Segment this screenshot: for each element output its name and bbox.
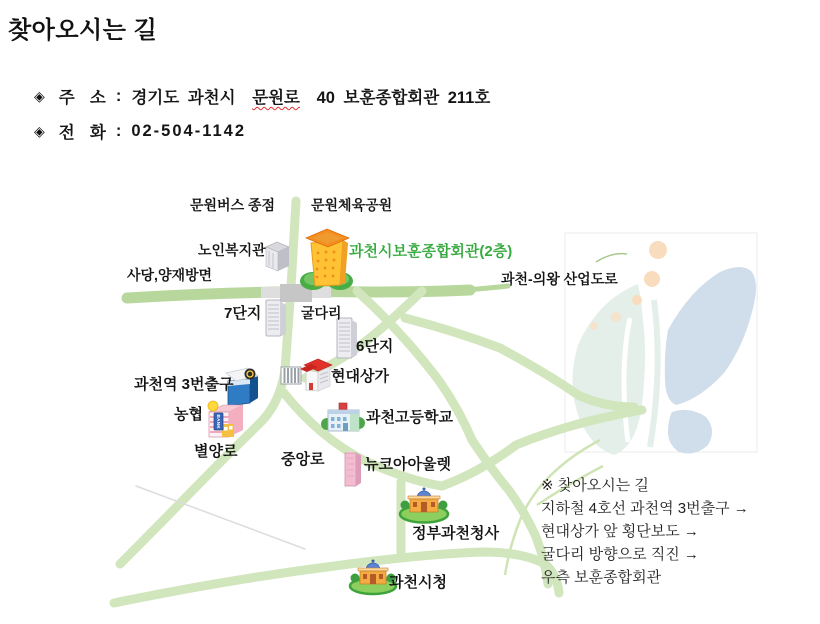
map-label-city-hall: 과천시청 [389,574,447,591]
map-label-guldari: 굴다리 [301,305,342,321]
map-label-munwon-bus-terminal: 문원버스 종점 [190,197,276,213]
government-complex-icon [400,488,448,523]
map-label-industrial-road: 과천-의왕 산업도로 [501,271,618,287]
senior-welfare-center-icon [266,242,289,271]
map-label-newcore-outlet: 뉴코아아울렛 [364,456,451,473]
map-label-station-exit3: 과천역 3번출구 [134,376,234,393]
diamond-bullet-icon: ◈ [34,87,45,104]
directions-title: ※ 찾아오시는 길 [541,477,649,494]
map-label-gov-complex: 정부과천청사 [412,525,499,542]
map-label-nonghyup: 농협 [174,406,203,423]
map-label-highschool: 과천고등학교 [366,409,453,426]
phone-label: 전 화 [58,124,108,142]
directions-note [541,474,749,589]
map-label-senior-welfare-center: 노인복지관 [198,242,266,258]
crosswalk-icon [281,367,301,384]
map-label-byeolyang-ro: 별양로 [194,443,238,460]
apartment-6danji-icon [337,318,357,358]
phone-value: 02-504-1142 [131,121,246,140]
nonghyup-bank-icon [208,401,243,437]
highschool-building-icon [321,403,365,431]
newcore-outlet-building-icon [345,451,361,486]
map-label-munwon-sports-park: 문원체육공원 [311,197,393,213]
bank-sign-text: BANK [216,414,221,429]
address-colon: : [115,86,122,105]
directions-step-3: 굴다리 방향으로 직진 → [541,546,699,563]
map-label-hyundai-sangga: 현대상가 [331,368,389,385]
page-title: 찾아오시는 길 [8,17,158,44]
veterans-hall-building-icon [300,229,353,290]
map-label-veterans-hall: 과천시보훈종합회관(2층) [349,243,513,260]
diamond-bullet-icon: ◈ [34,122,45,139]
directions-step-2: 현대상가 앞 횡단보도 → [541,523,699,540]
directions-step-1: 지하철 4호선 과천역 3번출구 → [541,500,749,517]
address-part-post: 40 보훈종합회관 211호 [316,89,491,107]
apartment-7danji-icon [266,300,286,336]
address-part-road: 문원로 [252,89,300,107]
map-label-6danji: 6단지 [356,338,394,355]
phone-colon: : [115,121,122,140]
map-label-7danji: 7단지 [224,305,262,322]
address-label: 주 소 [58,89,108,107]
map-label-sadang-yangjae: 사당,양재방면 [127,267,213,283]
address-part-pre: 경기도 과천시 [131,89,236,107]
directions-step-4: 우측 보훈종합회관 [541,569,662,586]
map-label-jungang-ro: 중앙로 [281,451,325,468]
